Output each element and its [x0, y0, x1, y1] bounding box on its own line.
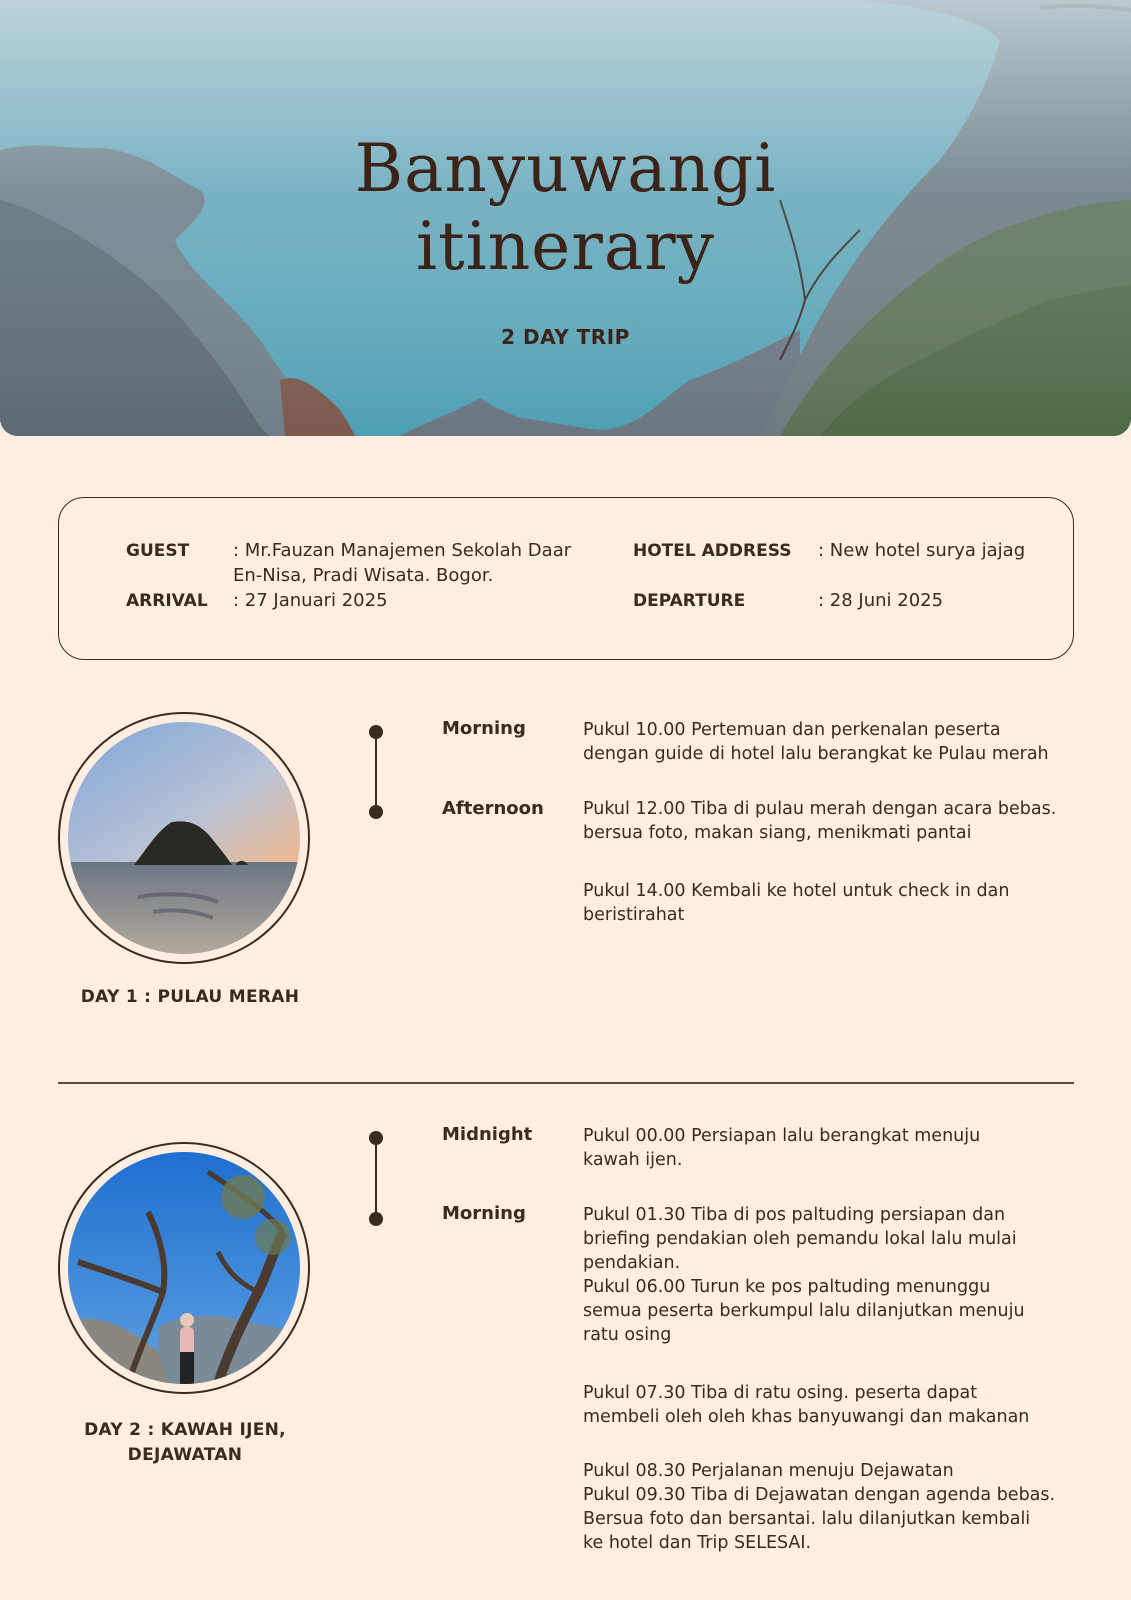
section-divider [58, 1082, 1074, 1084]
day2-photo-frame [58, 1142, 310, 1394]
day1-extra-text: Pukul 14.00 Kembali ke hotel untuk check in dan beristirahat [583, 881, 1010, 925]
day1-slot-afternoon-text: Pukul 12.00 Tiba di pulau merah dengan acara bebas. bersua foto, makan siang, menikmati pantai [583, 799, 1057, 843]
timeline-dot [369, 805, 383, 819]
departure-label: DEPARTURE [633, 591, 746, 611]
hotel-address-value: : New hotel surya jajag [818, 540, 1026, 561]
hero-banner [0, 0, 1131, 436]
guest-value: : Mr.Fauzan Manajemen Sekolah Daar En-Nisa, Pradi Wisata. Bogor. [233, 540, 572, 586]
day2-photo-kawah-ijen [68, 1152, 300, 1384]
hero-subtitle: 2 DAY TRIP [501, 325, 630, 349]
day2-title-line1: DAY 2 : KAWAH IJEN, [84, 1420, 286, 1440]
timeline-connector [375, 1138, 377, 1218]
day2-title-line2: DEJAWATAN [127, 1445, 243, 1465]
hotel-address-label: HOTEL ADDRESS [633, 541, 792, 561]
timeline-dot [369, 1212, 383, 1226]
day2-slot-midnight-text: Pukul 00.00 Persiapan lalu berangkat menuju kawah ijen. [583, 1126, 981, 1170]
day2-slot-midnight-label: Midnight [442, 1124, 533, 1145]
hero-title-line2: itinerary [415, 208, 716, 285]
day1-slot-morning-label: Morning [442, 718, 526, 739]
arrival-value: : 27 Januari 2025 [233, 590, 388, 611]
day1-photo-frame [58, 712, 310, 964]
day2-slot-morning-label: Morning [442, 1203, 526, 1224]
hero-title-line1: Banyuwangi [354, 130, 777, 207]
timeline-connector [375, 732, 377, 812]
day1-photo-pulau-merah [68, 722, 300, 954]
day1-slot-morning-text: Pukul 10.00 Pertemuan dan perkenalan peserta dengan guide di hotel lalu berangkat ke Pulau merah [583, 720, 1049, 764]
guest-label: GUEST [126, 541, 190, 561]
day2-extra-text-ratu-osing: Pukul 07.30 Tiba di ratu osing. peserta dapat membeli oleh oleh khas banyuwangi dan makanan [583, 1383, 1030, 1427]
day2-extra-text-dejawatan: Pukul 08.30 Perjalanan menuju Dejawatan Pukul 09.30 Tiba di Dejawatan dengan agenda bebas. Bersua foto dan bersantai. lalu dilanjutkan kembali ke hotel dan Trip SELESAI. [583, 1461, 1056, 1553]
day1-slot-afternoon-label: Afternoon [442, 798, 544, 819]
departure-value: : 28 Juni 2025 [818, 590, 944, 611]
day1-title: DAY 1 : PULAU MERAH [80, 987, 300, 1007]
arrival-label: ARRIVAL [126, 591, 208, 611]
day2-slot-morning-text: Pukul 01.30 Tiba di pos paltuding persiapan dan briefing pendakian oleh pemandu lokal lalu mulai pendakian. Pukul 06.00 Turun ke pos paltuding menunggu semua peserta berkumpul lalu dilanjutkan menuju ratu osing [583, 1205, 1025, 1345]
